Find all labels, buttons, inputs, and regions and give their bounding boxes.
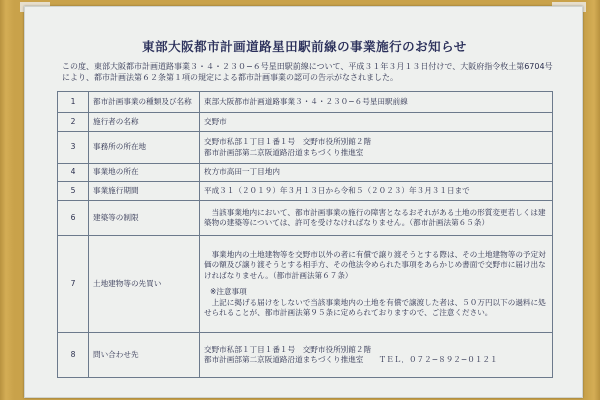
content-paragraph: 事業地内の土地建物等を交野市以外の者に有償で譲り渡そうとする際は、その土地建物等の予定対価の額及び譲り渡そうとする相手方、その他法令められた事項をあらかじめ書面で交野市に届け出なければなりません。（都市計画法第６７条） <box>204 249 546 280</box>
row-number: 6 <box>58 201 89 236</box>
table-row <box>58 132 553 164</box>
row-content <box>200 333 553 378</box>
notice-sheet <box>24 6 583 398</box>
note-body: 上記に掲げる届けをしないで当該事業地内の土地を有償で譲渡した者は、５０万円以下の過料に処せられることが、都市計画法第９５条に定められておりますので、ご注意ください。 <box>204 297 546 317</box>
row-number: 3 <box>58 132 89 164</box>
content-line: 東部大阪都市計画道路事業３・４・２３０−６号星田駅前線 <box>204 96 408 106</box>
row-label: 都市計画事業の種類及び名称 <box>89 92 200 113</box>
row-number: 5 <box>58 182 89 201</box>
note-heading: ※注意事項 <box>210 287 247 296</box>
content-line: 枚方市高田一丁目地内 <box>204 167 280 177</box>
row-label: 事業地の所在 <box>89 164 200 182</box>
row-number: 7 <box>58 236 89 333</box>
row-content <box>200 132 553 164</box>
table-row <box>58 113 553 132</box>
content-line: 都市計画部第二京阪道路沿道まちづくり推進室 <box>204 147 364 157</box>
row-number: 1 <box>58 92 89 113</box>
table-row <box>58 236 553 333</box>
row-number: 8 <box>58 333 89 378</box>
row-label: 施行者の名称 <box>89 113 200 132</box>
content-paragraph: 当該事業地内において、都市計画事業の施行の障害となるおそれがある土地の形質変更若しくは建築物の建築等については、許可を受けなければなりません。（都市計画法第６５条） <box>204 207 546 227</box>
row-content <box>200 113 553 132</box>
row-label: 問い合わせ先 <box>89 333 200 378</box>
content-line: 交野市私部１丁目１番１号 交野市役所別館２階 <box>204 344 372 354</box>
row-content <box>200 182 553 201</box>
content-line: 交野市 <box>204 116 227 126</box>
row-content <box>200 164 553 182</box>
row-label: 事務所の所在地 <box>89 132 200 164</box>
table-row <box>58 182 553 201</box>
notice-intro: この度、東部大阪都市計画道路事業３・４・２３０−６号星田駅前線について、平成３１年３月１３日付けで、大阪府指令枚土第6704号により、都市計画法第６２条第１項の規定による都市計画事業の認可の告示がなされました。 <box>62 62 553 82</box>
row-number: 2 <box>58 113 89 132</box>
row-label: 建築等の制限 <box>89 201 200 236</box>
row-number: 4 <box>58 164 89 182</box>
notice-title: 東部大阪都市計画道路星田駅前線の事業施行のお知らせ <box>142 39 467 54</box>
table-row <box>58 164 553 182</box>
content-line: 平成３１（２０１９）年３月１３日から令和５（２０２３）年３月３１日まで <box>204 185 470 195</box>
row-content <box>200 201 553 236</box>
row-label: 事業施行期間 <box>89 182 200 201</box>
row-content <box>200 92 553 113</box>
table-row <box>58 92 553 113</box>
row-content <box>200 236 553 333</box>
table-row <box>58 201 553 236</box>
info-table <box>57 91 553 378</box>
table-row <box>58 333 553 378</box>
content-line: 交野市私部１丁目１番１号 交野市役所別館２階 <box>204 137 372 146</box>
row-label: 土地建物等の先買い <box>89 236 200 333</box>
content-line: 都市計画部第二京阪道路沿道まちづくり推進室 ＴＥＬ．０７２−８９２−０１２１ <box>204 355 498 364</box>
